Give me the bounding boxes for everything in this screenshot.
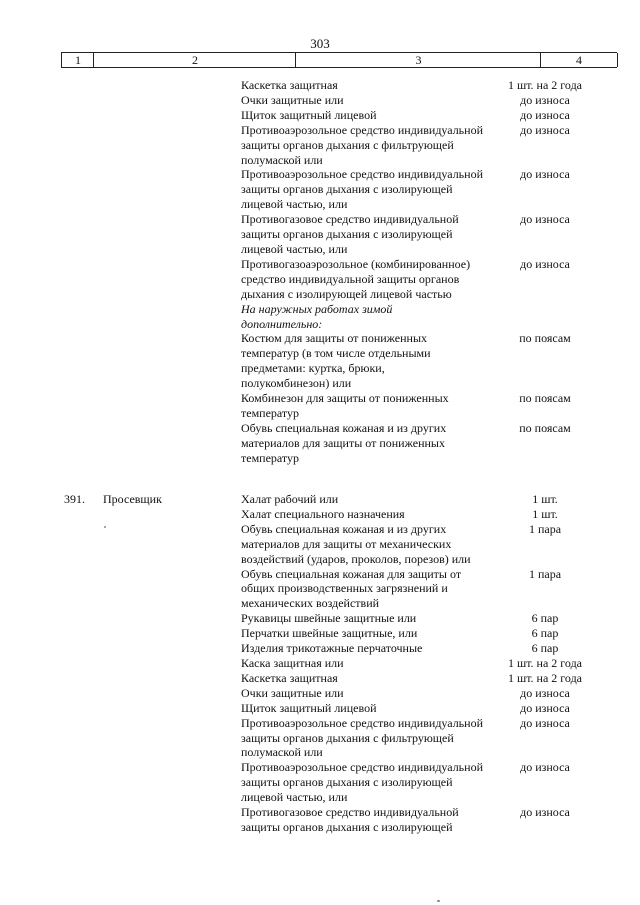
- item-text: Каскетка защитная: [241, 78, 338, 92]
- column-header-2: 2: [93, 53, 296, 67]
- item-norm: до износа: [520, 256, 570, 271]
- item-text: Противоаэрозольное средство индивидуальной защиты органов дыхания с фильтрующей полумаской или: [241, 122, 483, 167]
- page-number: 303: [310, 36, 330, 51]
- item-row: [0, 641, 640, 656]
- item-norm: 1 шт.: [532, 492, 558, 506]
- item-row: [0, 212, 640, 257]
- item-row: [0, 701, 640, 716]
- item-norm: 1 пара: [528, 566, 562, 581]
- item-norm: до износа: [520, 685, 570, 700]
- continuation-section: [0, 78, 640, 466]
- entry-number: 391.: [64, 492, 85, 506]
- item-row: [0, 257, 640, 302]
- item-row: [0, 716, 640, 761]
- item-text: Противогазовое средство индивидуальной защиты органов дыхания с изолирующей лицевой частью, или: [241, 212, 459, 256]
- item-norm: 6 пар: [531, 641, 559, 656]
- item-norm: до износа: [520, 715, 570, 730]
- item-norm: до износа: [520, 167, 570, 182]
- item-row: [0, 492, 640, 507]
- column-header-3: 3: [295, 53, 541, 67]
- item-norm: по поясам: [519, 391, 571, 406]
- item-row: [0, 93, 640, 108]
- item-text: Халат специального назначения: [241, 506, 405, 521]
- column-header-1: 1: [61, 53, 94, 67]
- item-row: [0, 567, 640, 612]
- item-norm: до износа: [520, 92, 570, 107]
- item-text-italic-heading: На наружных работах зимой дополнительно:: [241, 301, 393, 331]
- item-norm: до износа: [520, 700, 570, 715]
- item-row: [0, 78, 640, 93]
- item-row: [0, 656, 640, 671]
- item-text: Очки защитные или: [241, 92, 344, 107]
- item-text: Перчатки швейные защитные, или: [241, 626, 418, 641]
- item-norm: 6 пар: [531, 626, 559, 641]
- item-text: Обувь специальная кожаная и из других материалов для защиты от пониженных температур: [241, 420, 447, 465]
- item-norm: 1 шт. на 2 года: [507, 78, 583, 92]
- item-text: Очки защитные или: [241, 685, 344, 700]
- item-norm: до износа: [520, 107, 570, 122]
- item-text: Каска защитная или: [241, 655, 344, 670]
- item-text: Щиток защитный лицевой: [241, 700, 377, 715]
- item-row: [0, 108, 640, 123]
- item-text: Противоаэрозольное средство индивидуальной защиты органов дыхания с изолирующей лицевой частью, или: [241, 167, 483, 212]
- item-row: [0, 760, 640, 805]
- item-row: [0, 167, 640, 212]
- column-header-row: [61, 52, 617, 68]
- item-text: Обувь специальная кожаная и из других материалов для защиты от механических воздействий (ударов, проколов, порезов) или: [241, 521, 471, 566]
- item-norm: до износа: [520, 805, 570, 820]
- item-text: Противогазоаэрозольное (комбинированное) средство индивидуальной защиты органов дыхания с изолирующей лицевой частью: [241, 256, 471, 301]
- column-header-4: 4: [540, 53, 618, 67]
- item-norm: до износа: [520, 122, 570, 137]
- entry-profession: Просевщик: [103, 492, 162, 506]
- item-text: Комбинезон для защиты от пониженных температур: [241, 391, 449, 420]
- item-text: Рукавицы швейные защитные или: [241, 611, 417, 626]
- item-text: Изделия трикотажные перчаточные: [241, 641, 423, 656]
- item-row: [0, 331, 640, 391]
- item-text: Противоаэрозольное средство индивидуальной защиты органов дыхания с фильтрующей полумаской или: [241, 715, 483, 760]
- item-row: [0, 522, 640, 567]
- item-norm: 1 шт. на 2 года: [507, 655, 583, 670]
- scan-speck: [437, 900, 440, 902]
- item-text: Противоаэрозольное средство индивидуальной защиты органов дыхания с изолирующей лицевой частью, или: [241, 760, 483, 805]
- item-norm: 1 пара: [528, 521, 562, 536]
- item-norm: 6 пар: [531, 611, 559, 626]
- item-norm: по поясам: [519, 331, 571, 346]
- item-row: [0, 507, 640, 522]
- item-row: [0, 805, 640, 835]
- item-text: Щиток защитный лицевой: [241, 107, 377, 122]
- item-norm: по поясам: [519, 420, 571, 435]
- item-row: [0, 611, 640, 626]
- item-row: [0, 626, 640, 641]
- item-norm: 1 шт. на 2 года: [507, 670, 583, 685]
- item-row: [0, 671, 640, 686]
- item-norm: до износа: [520, 760, 570, 775]
- item-text: Каскетка защитная: [241, 670, 338, 685]
- item-text: Халат рабочий или: [241, 492, 339, 506]
- item-text: Обувь специальная кожаная для защиты от общих производственных загрязнений и механических воздействий: [241, 566, 462, 611]
- item-text: Костюм для защиты от пониженных температур (в том числе отдельными предметами: куртка, брюки, полукомбинезон) или: [241, 331, 431, 391]
- item-norm: 1 шт.: [532, 506, 558, 521]
- item-norm: до износа: [520, 212, 570, 227]
- item-row: [0, 421, 640, 466]
- scan-speck: [104, 526, 106, 528]
- item-row: [0, 123, 640, 168]
- item-row: [0, 391, 640, 421]
- item-text: Противогазовое средство индивидуальной защиты органов дыхания с изолирующей: [241, 805, 459, 834]
- item-row: [0, 686, 640, 701]
- item-row: [0, 302, 640, 332]
- entry-section: [0, 492, 640, 835]
